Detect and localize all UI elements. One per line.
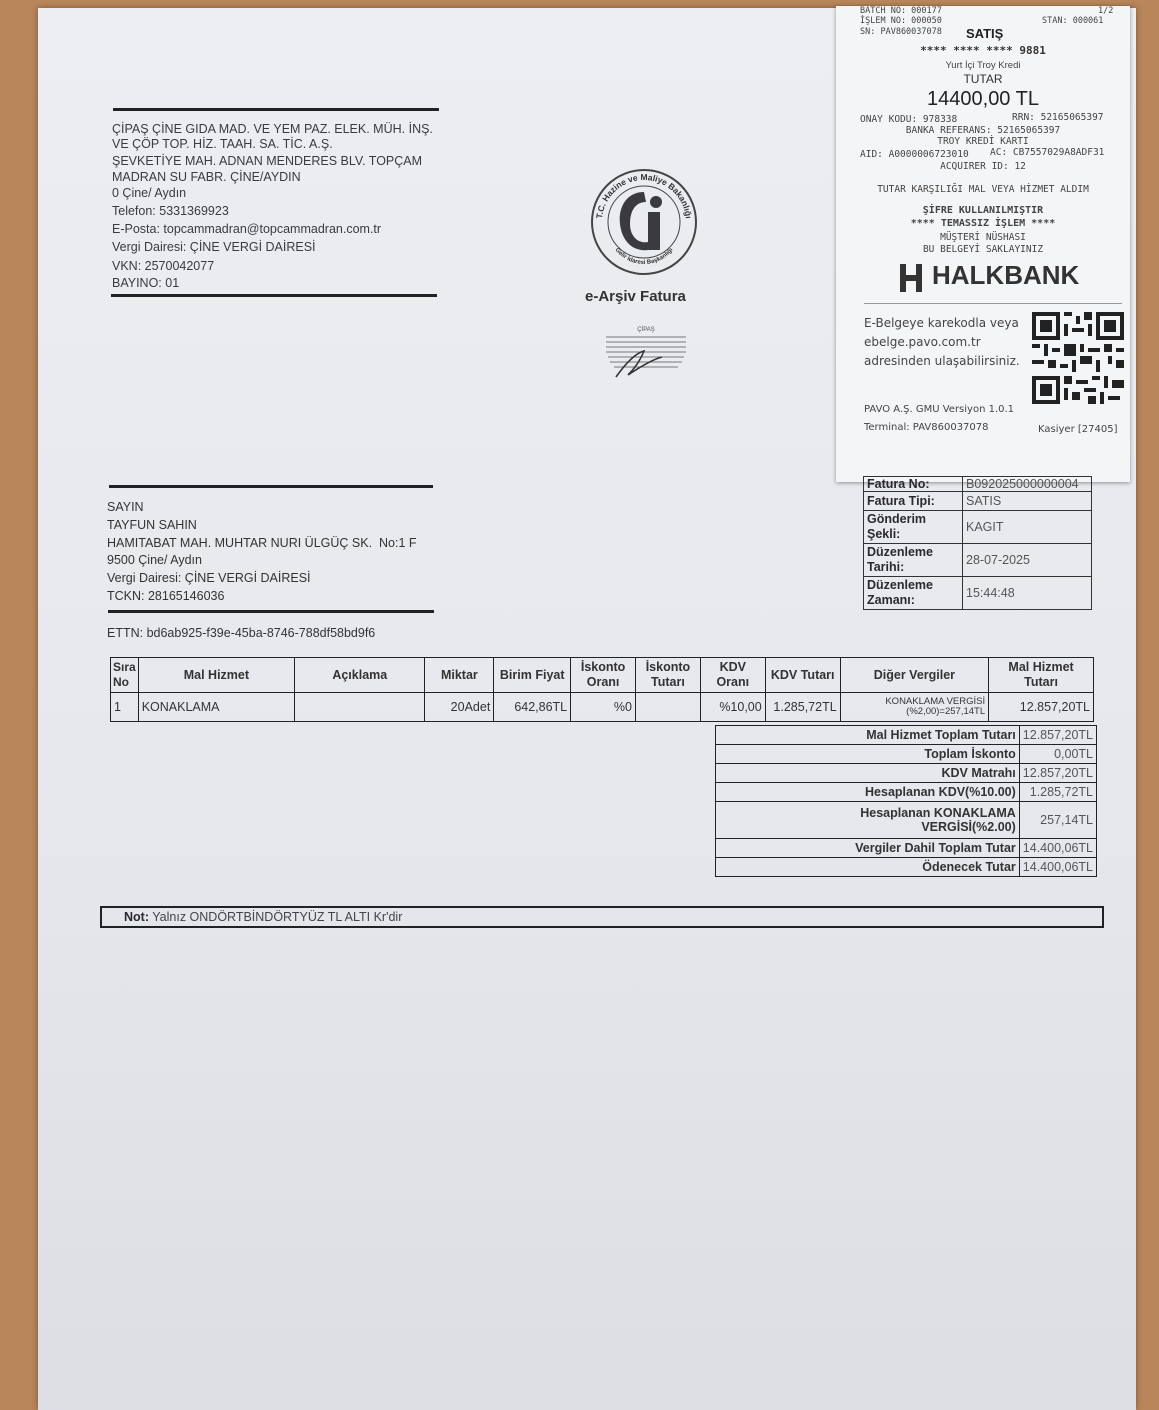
meta-row <box>864 477 1092 492</box>
buyer-top-rule <box>109 485 433 488</box>
total-value: 12.857,20TL <box>1019 764 1096 783</box>
col-kdv-orani: KDV Oranı <box>700 658 765 693</box>
col-kdv-tutari: KDV Tutarı <box>765 658 840 693</box>
receipt-type: SATIŞ <box>966 26 1004 41</box>
total-label: Ödenecek Tutar <box>716 858 1020 877</box>
cell-iskonto-tutar <box>636 693 701 722</box>
seller-bottom-rule <box>111 294 437 297</box>
table-row <box>111 693 1094 722</box>
stamp-text: ÇİPAŞ <box>637 327 655 333</box>
meta-value: 28-07-2025 <box>963 544 1092 577</box>
items-table <box>110 657 1094 722</box>
cell-tutar: 12.857,20TL <box>989 693 1094 722</box>
receipt-terminal: Terminal: PAV860037078 <box>864 422 989 433</box>
seller-address-2: MADRAN SU FABR. ÇİNE/AYDIN <box>112 170 301 184</box>
receipt-batch: BATCH NO: 000177 <box>860 6 942 16</box>
col-mal-hizmet-tutari: Mal Hizmet Tutarı <box>989 658 1094 693</box>
note-label: Not: <box>124 910 149 924</box>
total-value: 14.400,06TL <box>1019 858 1096 877</box>
totals-row <box>716 839 1097 858</box>
receipt-ebelge-2: ebelge.pavo.com.tr <box>864 335 981 349</box>
col-mal-hizmet: Mal Hizmet <box>138 658 294 693</box>
total-value: 12.857,20TL <box>1019 726 1096 745</box>
pos-receipt <box>836 6 1130 482</box>
buyer-tax-office: Vergi Dairesi: ÇİNE VERGİ DAİRESİ <box>107 571 311 585</box>
meta-row <box>864 492 1092 511</box>
invoice-meta-table <box>863 476 1092 610</box>
meta-key: Gönderim Şekli: <box>864 511 963 544</box>
company-stamp <box>600 323 692 381</box>
receipt-card: **** **** **** 9881 <box>920 44 1046 57</box>
seller-phone: Telefon: 5331369923 <box>112 204 229 218</box>
totals-row <box>716 783 1097 802</box>
receipt-page: 1/2 <box>1098 6 1114 16</box>
col-aciklama: Açıklama <box>295 658 425 693</box>
buyer-city: 9500 Çine/ Aydın <box>107 553 202 567</box>
total-label: Mal Hizmet Toplam Tutarı <box>716 726 1020 745</box>
total-label: Hesaplanan KONAKLAMA VERGİSİ(%2.00) <box>716 802 1020 839</box>
buyer-address: HAMITABAT MAH. MUHTAR NURI ÜLGÜÇ SK. No:1 F <box>107 536 417 550</box>
totals-row <box>716 802 1097 839</box>
receipt-kart: TROY KREDİ KARTI <box>937 136 1029 147</box>
receipt-bank: HALKBANK <box>932 260 1080 290</box>
logo-ring-text: T.C. Hazine ve Maliye Bakanlığı <box>594 171 694 220</box>
note-box <box>100 906 1104 928</box>
seller-address-1: ŞEVKETİYE MAH. ADNAN MENDERES BLV. TOPÇAM <box>112 154 423 168</box>
items-header-row <box>111 658 1094 693</box>
cell-diger-vergiler <box>840 693 988 722</box>
receipt-acquirer: ACQUIRER ID: 12 <box>940 161 1026 172</box>
totals-table <box>715 725 1097 877</box>
total-value: 14.400,06TL <box>1019 839 1096 858</box>
meta-key: Düzenleme Zamanı: <box>864 577 963 610</box>
total-value: 257,14TL <box>1019 802 1096 839</box>
meta-key: Fatura No: <box>864 477 963 492</box>
seller-vkn: VKN: 2570042077 <box>112 259 215 273</box>
meta-row <box>864 544 1092 577</box>
gib-logo <box>588 166 700 278</box>
receipt-sakla: BU BELGEYİ SAKLAYINIZ <box>922 244 1044 255</box>
totals-row <box>716 726 1097 745</box>
qr-code-icon <box>1032 312 1124 404</box>
receipt-separator <box>864 303 1122 304</box>
receipt-amount-label: TUTAR <box>963 72 1003 86</box>
buyer-sayin: SAYIN <box>107 500 144 514</box>
meta-key: Fatura Tipi: <box>864 492 963 511</box>
receipt-aid: AID: A0000006723010 <box>860 149 969 160</box>
col-iskonto-tutari: İskonto Tutarı <box>636 658 701 693</box>
col-sira: Sıra No <box>111 658 139 693</box>
seller-email: E-Posta: topcammadran@topcammadran.com.tr <box>112 222 382 236</box>
diger-vergi-line-2: (%2,00)=257,14TL <box>906 706 986 717</box>
receipt-kasiyer: Kasiyer [27405] <box>1038 424 1118 435</box>
total-label: Toplam İskonto <box>716 745 1020 764</box>
receipt-sn: SN: PAV860037078 <box>860 27 942 37</box>
totals-row <box>716 764 1097 783</box>
cell-kdv-oran: %10,00 <box>700 693 765 722</box>
cell-aciklama <box>295 693 425 722</box>
cell-sira: 1 <box>111 693 139 722</box>
cell-iskonto-oran: %0 <box>571 693 636 722</box>
col-birim-fiyat: Birim Fiyat <box>494 658 571 693</box>
meta-row <box>864 511 1092 544</box>
meta-row <box>864 577 1092 610</box>
col-iskonto-orani: İskonto Oranı <box>571 658 636 693</box>
meta-value: B092025000000004 <box>963 477 1092 492</box>
col-miktar: Miktar <box>425 658 494 693</box>
seller-name-1: ÇİPAŞ ÇİNE GIDA MAD. VE YEM PAZ. ELEK. MÜH. İNŞ. <box>112 122 433 136</box>
receipt-stan: STAN: 000061 <box>1042 16 1104 26</box>
receipt-nusha: MÜŞTERİ NÜSHASI <box>940 232 1026 243</box>
ettn: ETTN: bd6ab925-f39e-45ba-8746-788df58bd9f6 <box>107 626 376 640</box>
diger-vergi-line-1: KONAKLAMA VERGİSİ <box>885 696 986 707</box>
cell-kdv-tutar: 1.285,72TL <box>765 693 840 722</box>
receipt-rrn: RRN: 52165065397 <box>1012 112 1104 123</box>
total-value: 0,00TL <box>1019 745 1096 764</box>
receipt-sifre: ŞİFRE KULLANILMIŞTIR <box>922 205 1044 216</box>
meta-value: SATIS <box>963 492 1092 511</box>
note-text: Yalnız ONDÖRTBİNDÖRTYÜZ TL ALTI Kr'dir <box>152 910 403 924</box>
total-label: Vergiler Dahil Toplam Tutar <box>716 839 1020 858</box>
meta-key: Düzenleme Tarihi: <box>864 544 963 577</box>
totals-row <box>716 858 1097 877</box>
receipt-amount: 14400,00 TL <box>927 88 1039 110</box>
buyer-name: TAYFUN SAHIN <box>107 518 197 532</box>
receipt-ac: AC: CB7557029A8ADF31 <box>990 147 1105 158</box>
receipt-islem: İŞLEM NO: 000050 <box>860 16 942 26</box>
cell-miktar: 20Adet <box>425 693 494 722</box>
receipt-ebelge-1: E-Belgeye karekodla veya <box>864 316 1019 330</box>
receipt-card-type: Yurt İçi Troy Kredi <box>945 60 1021 71</box>
seller-top-rule <box>113 108 439 111</box>
cell-mal: KONAKLAMA <box>138 693 294 722</box>
e-arsiv-caption: e-Arşiv Fatura <box>585 288 686 305</box>
totals-row <box>716 745 1097 764</box>
seller-bayino: BAYINO: 01 <box>112 276 180 290</box>
receipt-temassiz: **** TEMASSIZ İŞLEM **** <box>910 218 1056 229</box>
col-diger-vergiler: Diğer Vergiler <box>840 658 988 693</box>
seller-tax-office: Vergi Dairesi: ÇİNE VERGİ DAİRESİ <box>112 240 316 254</box>
total-value: 1.285,72TL <box>1019 783 1096 802</box>
receipt-banka-ref: BANKA REFERANS: 52165065397 <box>905 125 1061 136</box>
receipt-ebelge-3: adresinden ulaşabilirsiniz. <box>864 354 1020 368</box>
receipt-karsilik: TUTAR KARŞILIĞI MAL VEYA HİZMET ALDIM <box>877 184 1089 195</box>
receipt-onay: ONAY KODU: 978338 <box>860 114 958 125</box>
receipt-version: PAVO A.Ş. GMU Versiyon 1.0.1 <box>864 404 1015 415</box>
logo-ring-text-bottom: Gelir İdaresi Başkanlığı <box>613 247 675 267</box>
seller-city: 0 Çine/ Aydın <box>112 186 187 200</box>
buyer-bottom-rule <box>108 610 434 613</box>
seller-name-2: VE ÇÖP TOP. HİZ. TAAH. SA. TİC. A.Ş. <box>112 137 333 151</box>
total-label: KDV Matrahı <box>716 764 1020 783</box>
meta-value: 15:44:48 <box>963 577 1092 610</box>
cell-birim: 642,86TL <box>494 693 571 722</box>
total-label: Hesaplanan KDV(%10.00) <box>716 783 1020 802</box>
buyer-tckn: TCKN: 28165146036 <box>107 589 225 603</box>
meta-value: KAGIT <box>963 511 1092 544</box>
halkbank-logo-icon <box>898 262 924 294</box>
